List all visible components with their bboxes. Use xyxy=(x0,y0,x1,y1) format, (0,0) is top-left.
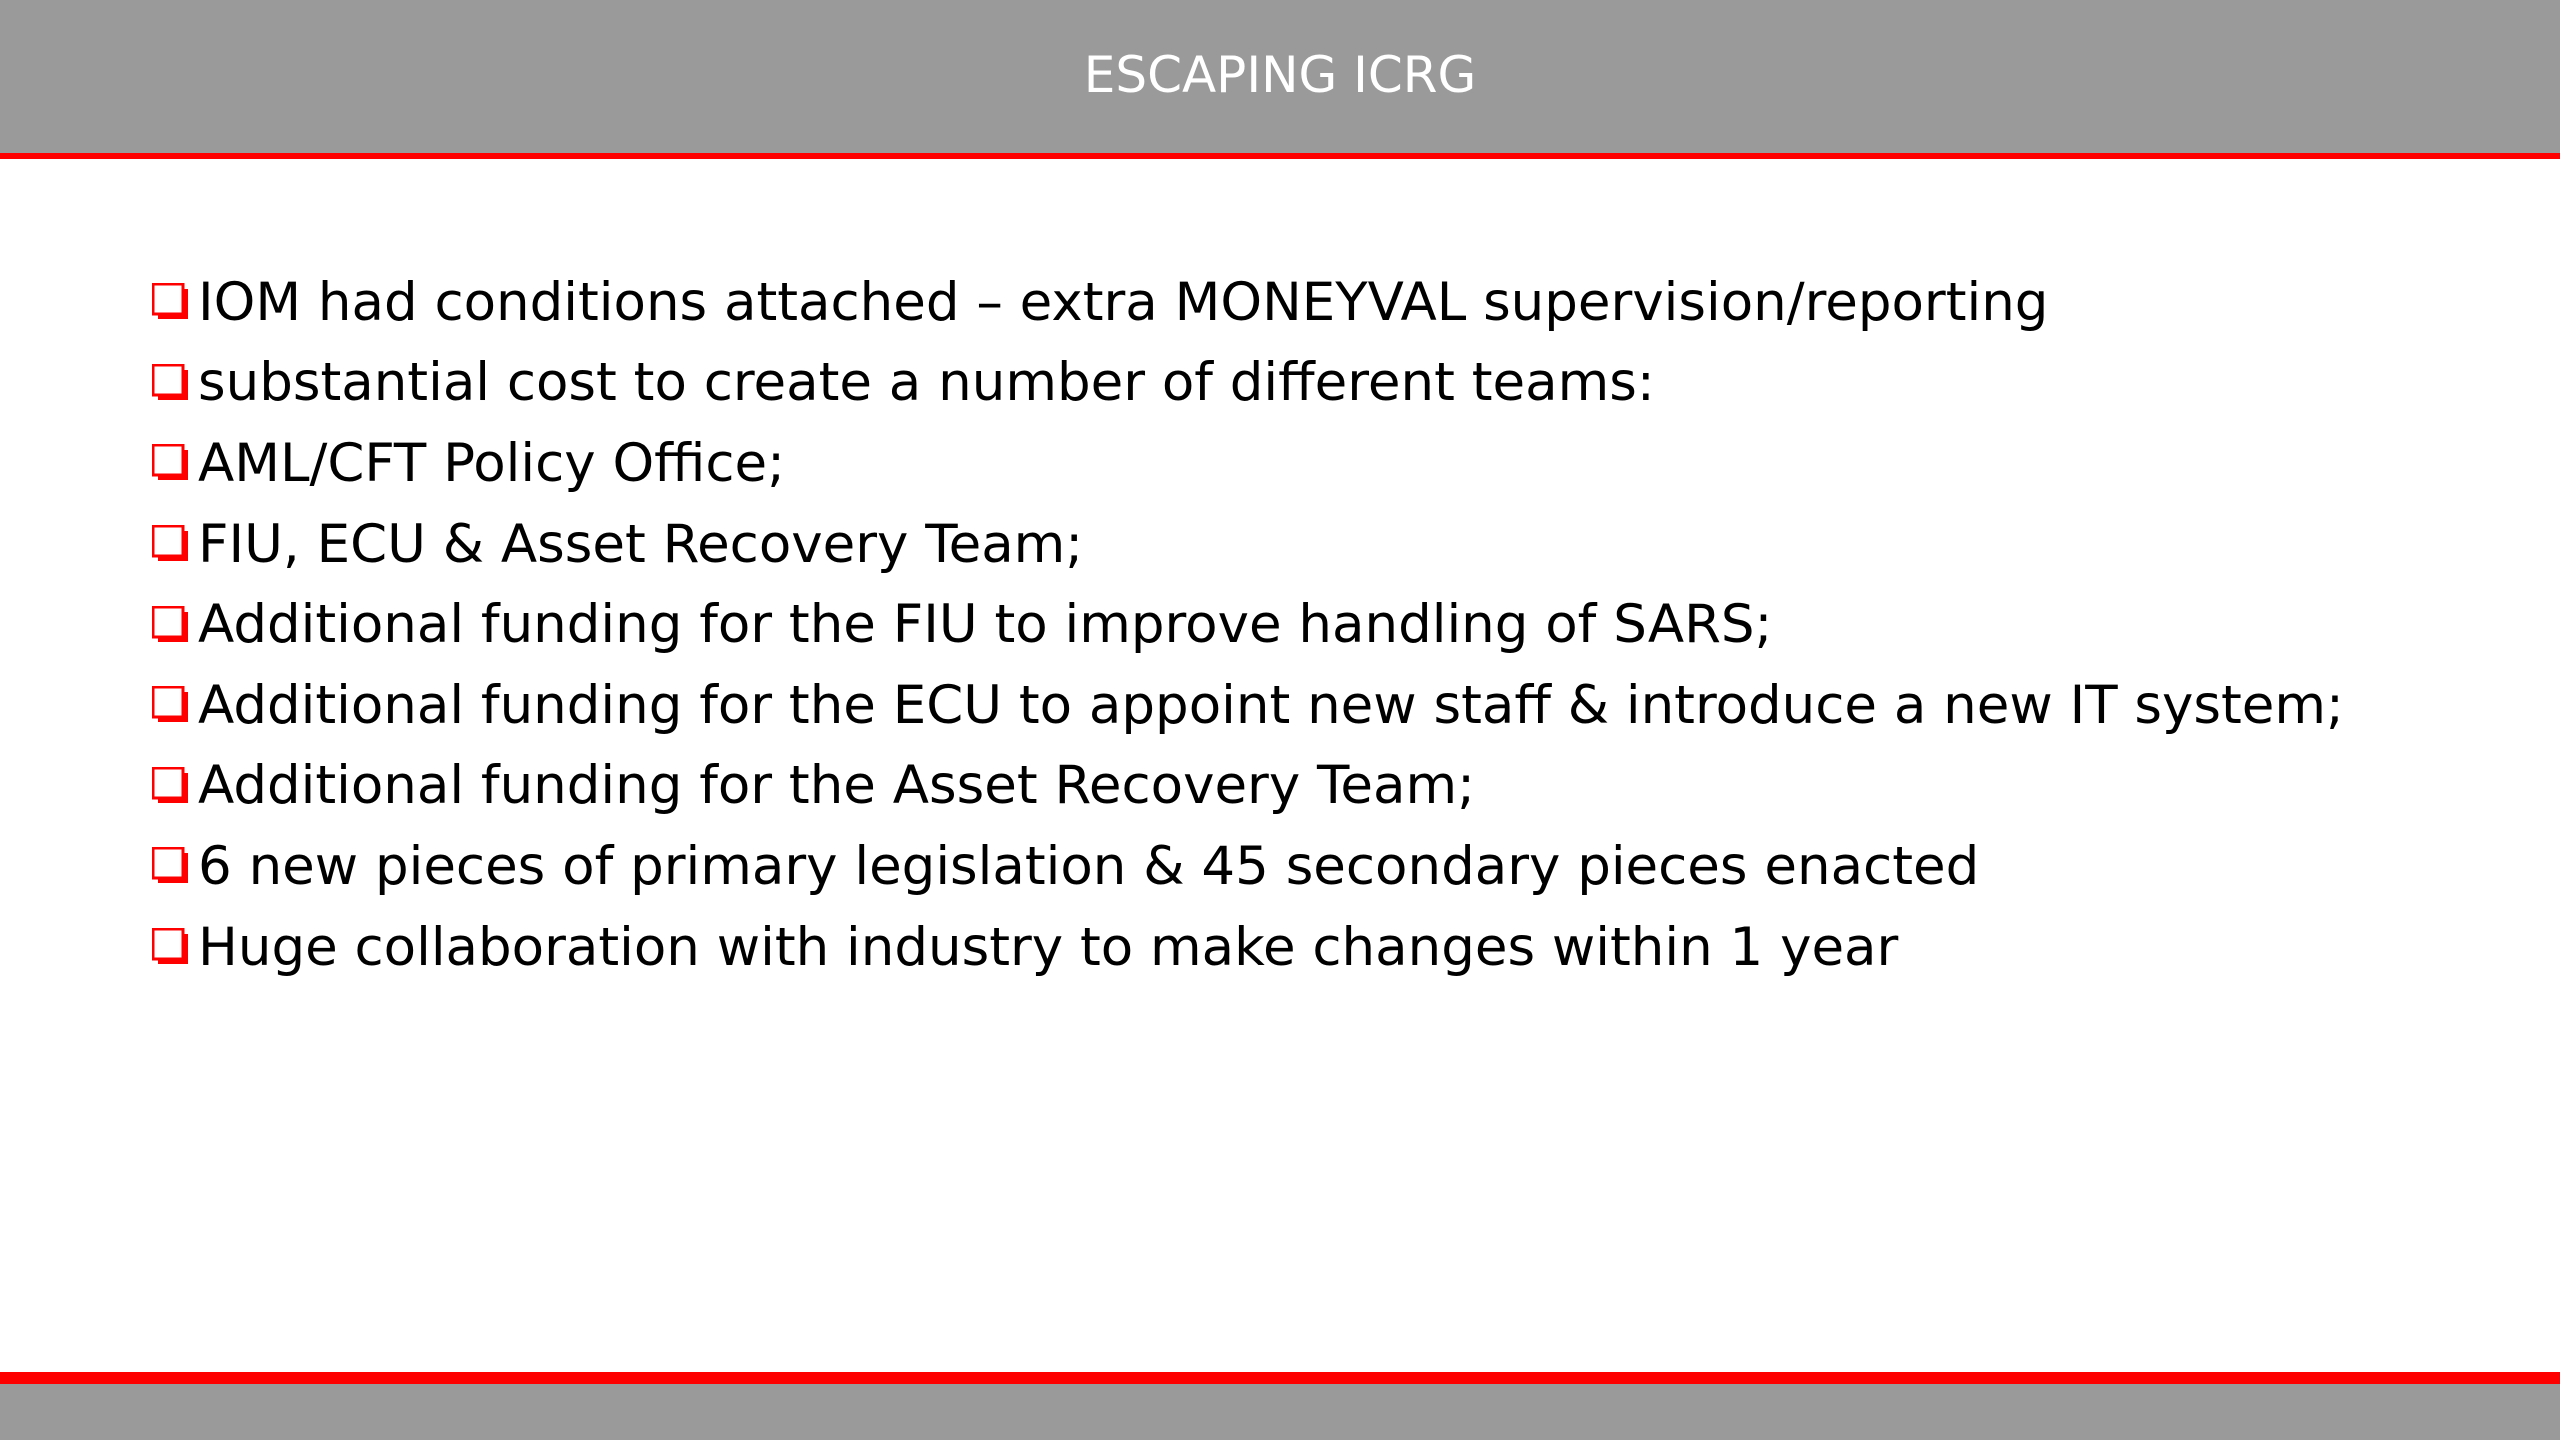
bullet-list xyxy=(152,262,2452,987)
header-red-rule xyxy=(0,153,2560,159)
red-hollow-square-icon xyxy=(152,686,190,724)
bullet-text: Additional funding for the ECU to appoint new staff & introduce a new IT system; xyxy=(198,674,2344,736)
footer-red-rule xyxy=(0,1372,2560,1384)
bullet-text: IOM had conditions attached – extra MONEYVAL supervision/reporting xyxy=(198,271,2049,333)
slide-content xyxy=(152,262,2452,987)
bullet-text: Additional funding for the FIU to improve handling of SARS; xyxy=(198,594,1773,656)
bullet-item xyxy=(152,262,2452,343)
bullet-text: substantial cost to create a number of different teams: xyxy=(198,352,1655,414)
header-band xyxy=(0,0,2560,153)
bullet-item xyxy=(152,504,2452,585)
red-hollow-square-icon xyxy=(152,283,190,321)
bullet-item xyxy=(152,826,2452,907)
red-hollow-square-icon xyxy=(152,525,190,563)
bullet-text: AML/CFT Policy Office; xyxy=(198,432,786,494)
red-hollow-square-icon xyxy=(152,606,190,644)
red-hollow-square-icon xyxy=(152,444,190,482)
bullet-item xyxy=(152,343,2452,424)
bullet-item xyxy=(152,746,2452,827)
red-hollow-square-icon xyxy=(152,847,190,885)
bullet-text: Additional funding for the Asset Recovery Team; xyxy=(198,755,1475,817)
red-hollow-square-icon xyxy=(152,364,190,402)
bullet-text: 6 new pieces of primary legislation & 45 secondary pieces enacted xyxy=(198,835,1980,897)
red-hollow-square-icon xyxy=(152,928,190,966)
bullet-item xyxy=(152,584,2452,665)
bullet-item xyxy=(152,665,2452,746)
footer-band xyxy=(0,1384,2560,1440)
bullet-item xyxy=(152,907,2452,988)
bullet-item xyxy=(152,423,2452,504)
bullet-text: FIU, ECU & Asset Recovery Team; xyxy=(198,513,1084,575)
bullet-text: Huge collaboration with industry to make changes within 1 year xyxy=(198,916,1899,978)
red-hollow-square-icon xyxy=(152,767,190,805)
slide-title: ESCAPING ICRG xyxy=(1083,46,1477,104)
